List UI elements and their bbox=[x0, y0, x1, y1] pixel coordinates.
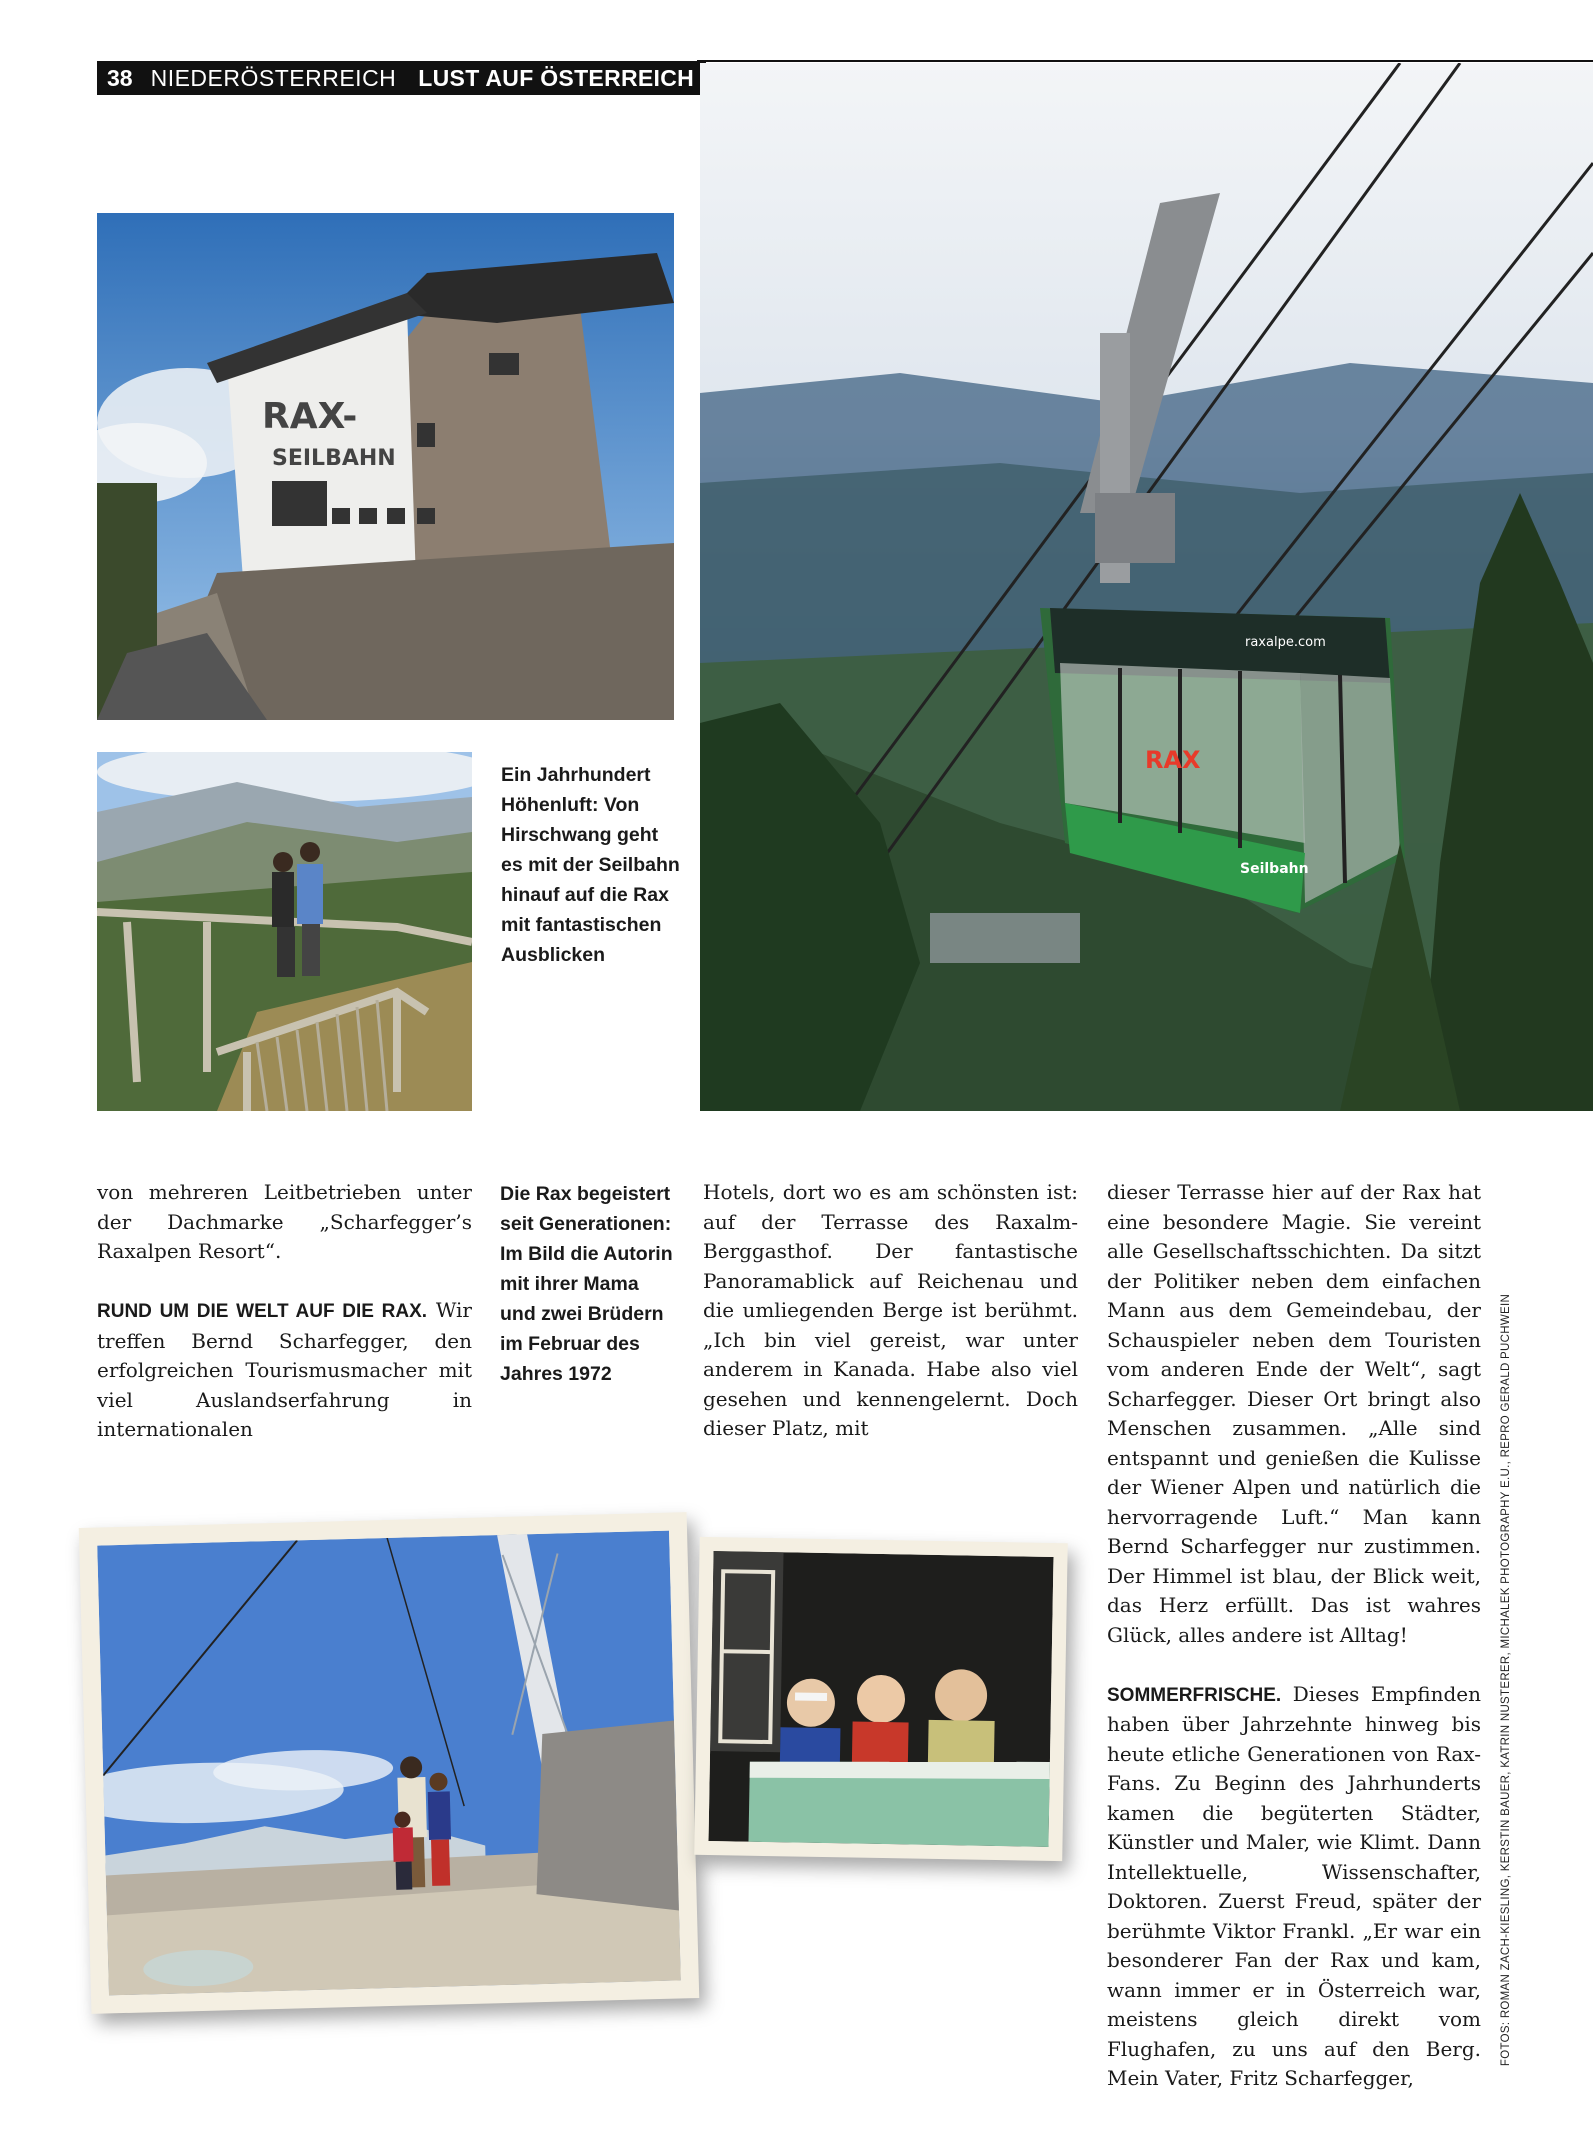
photo-hikers-viewpoint bbox=[97, 752, 472, 1111]
gondola-sign-line2: Seilbahn bbox=[1240, 861, 1309, 877]
caption-line: Hirschwang geht bbox=[501, 824, 659, 846]
caption-line: Jahres 1972 bbox=[500, 1363, 612, 1385]
caption-line: und zwei Brüdern bbox=[500, 1303, 664, 1325]
text-column-4 bbox=[1107, 1178, 1481, 2094]
station-sign-line1: RAX- bbox=[262, 396, 358, 437]
caption-line: Die Rax begeistert bbox=[500, 1183, 671, 1205]
paragraph: Hotels, dort wo es am schönsten ist: auf der Terrasse des Raxalm-Berggasthof. Der fantastische Panoramablick auf Reichenau und die umliegenden Berge ist berühmt. „Ich bin viel gereist, war unter anderem in Kanada. Habe also viel gesehen und kennengelernt. Doch dieser Platz, mit bbox=[703, 1180, 1078, 1440]
caption-line: im Februar des bbox=[500, 1333, 640, 1355]
photo-credits bbox=[1496, 1293, 1516, 2067]
photo-credits-text: FOTOS: ROMAN ZACH-KIESLING, KERSTIN BAUER, KATRIN NUSTERER, MICHALEK PHOTOGRAPHY E.U., REPRO GERALD PUCHWEIN bbox=[1500, 1293, 1512, 2067]
caption-line: Höhenluft: Von bbox=[501, 794, 640, 816]
caption-line: mit fantastischen bbox=[501, 914, 662, 936]
header-rule bbox=[697, 60, 1593, 62]
magazine-title: LUST AUF ÖSTERREICH bbox=[418, 64, 695, 91]
text-column-3 bbox=[703, 1178, 1078, 1444]
caption-line: Ausblicken bbox=[501, 944, 606, 966]
caption-line: seit Generationen: bbox=[500, 1213, 672, 1235]
caption-line: Im Bild die Autorin bbox=[500, 1243, 673, 1265]
page-header bbox=[97, 61, 706, 95]
caption-line: hinauf auf die Rax bbox=[501, 884, 669, 906]
photo-vintage-kids bbox=[694, 1537, 1067, 1861]
caption-line: mit ihrer Mama bbox=[500, 1273, 639, 1295]
paragraph bbox=[1107, 1680, 1481, 2094]
caption-line: es mit der Seilbahn bbox=[501, 854, 680, 876]
paragraph-text: Dieses Empfinden haben über Jahrzehnte hinweg bis heute etliche Generationen von Rax-Fans. Zu Beginn des Jahrhunderts kamen die begüterten Städter, Künstler und Maler, wie Klimt. Dann Intellektuelle, Wissenschafter, Doktoren. Zuerst Freud, später der berühmte Viktor Frankl. „Er war ein besonderer Fan der Rax und kam, wann immer er in Österreich war, meistens gleich direkt vom Flughafen, zu uns auf den Berg. Mein Vater, Fritz Scharfegger, bbox=[1107, 1681, 1481, 2090]
section-lead: RUND UM DIE WELT AUF DIE RAX. bbox=[97, 1301, 428, 1322]
text-column-1 bbox=[97, 1178, 472, 1445]
gondola-url: raxalpe.com bbox=[1245, 635, 1326, 650]
photo-gondola bbox=[700, 63, 1593, 1111]
paragraph: dieser Terrasse hier auf der Rax hat eine besondere Magie. Sie vereint alle Gesellschaftsschichten. Da sitzt der Politiker neben dem einfachen Mann aus dem Gemeindebau, der Schauspieler neben dem Touristen vom anderen Ende der Welt“, sagt Scharfegger. Dieser Ort bringt also Menschen zusammen. „Alle sind entspannt und genießen die Kulisse der Wiener Alpen und natürlich die hervorragende Luft.“ Man kann Bernd Scharfegger nur zustimmen. Der Himmel ist blau, der Blick weit, das Herz erfüllt. Das ist wahres Glück, alles andere ist Alltag! bbox=[1107, 1180, 1481, 1647]
caption-top bbox=[501, 760, 681, 970]
station-sign-line2: SEILBAHN bbox=[272, 446, 396, 471]
section-title: NIEDERÖSTERREICH bbox=[150, 64, 397, 91]
caption-middle bbox=[500, 1179, 680, 1389]
paragraph: von mehreren Leitbetrieben unter der Dachmarke „Scharfegger’s Raxalpen Resort“. bbox=[97, 1180, 472, 1263]
page-number: 38 bbox=[107, 64, 133, 91]
paragraph bbox=[97, 1296, 472, 1445]
gondola-sign-line1: RAX bbox=[1145, 746, 1201, 774]
photo-station-building bbox=[97, 213, 674, 720]
caption-line: Ein Jahrhundert bbox=[501, 764, 651, 786]
paragraph-text: Wir treffen Bernd Scharfegger, den erfolgreichen Tourismusmacher mit viel Auslandserfahrung in internationalen bbox=[97, 1298, 472, 1441]
photo-vintage-summit bbox=[79, 1512, 700, 2014]
section-lead: SOMMERFRISCHE. bbox=[1107, 1684, 1282, 1706]
